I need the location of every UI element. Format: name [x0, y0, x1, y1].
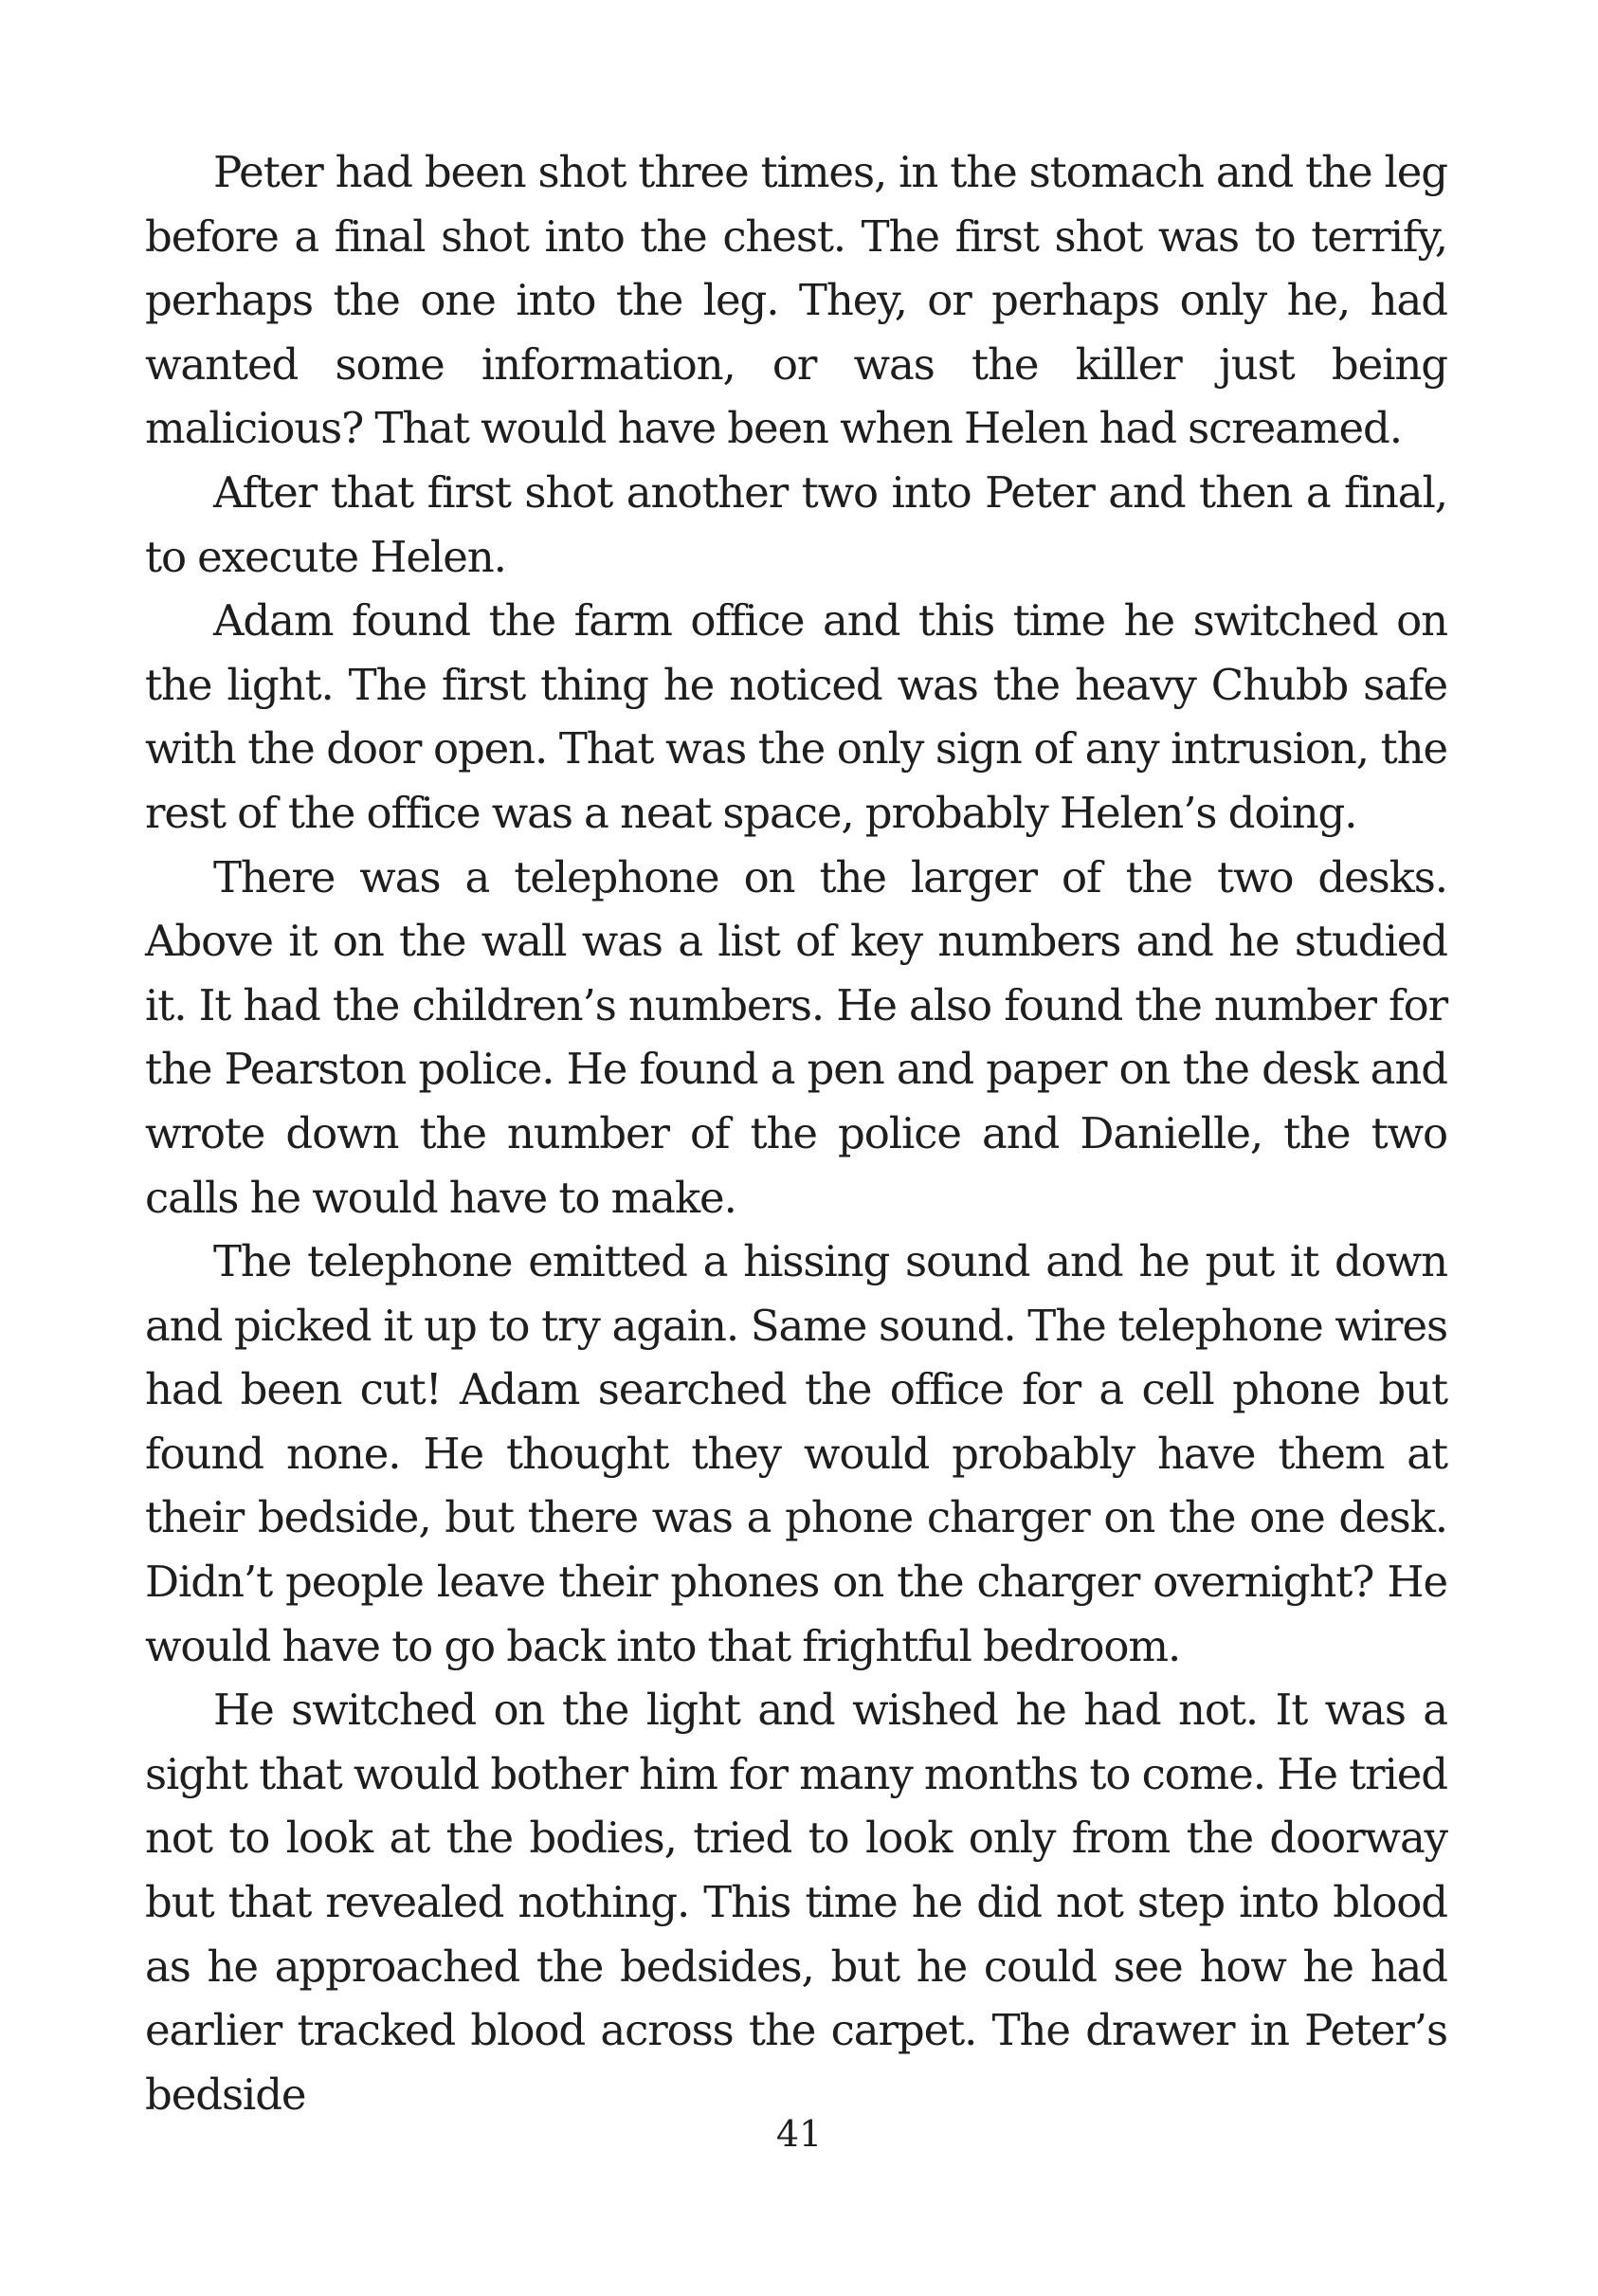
paragraph-2: After that first shot another two into Peter and then a final, to execute Helen.	[145, 466, 1447, 582]
paragraph-4: There was a telephone on the larger of the two desks. Above it on the wall was a list of key numbers and he studied it. It had the children’s numbers. He also found the number for the Pearston police. He found a pen and paper on the desk and wrote down the number of the police and Danielle, the two calls he would have to make.	[145, 851, 1447, 1223]
paragraph-3: Adam found the farm office and this time he switched on the light. The first thing he noticed was the heavy Chubb safe with the door open. That was the only sign of any intrusion, the rest of the office was a neat space, probably Helen’s doing.	[145, 595, 1447, 838]
paragraph-5: The telephone emitted a hissing sound and he put it down and picked it up to try again. Same sound. The telephone wires had been cut! Adam searched the office for a cell phone but found none. He thought they would probably have them at their bedside, but there was a phone charger on the one desk. Didn’t people leave their phones on the charger overnight? He would have to go back into that frightful bedroom.	[145, 1236, 1447, 1671]
body-text	[145, 140, 1447, 2126]
page-number: 41	[775, 2113, 823, 2155]
paragraph-6: He switched on the light and wished he had not. It was a sight that would bother him for many months to come. He tried not to look at the bodies, tried to look only from the doorway but that revealed nothing. This time he did not step into blood as he approached the bedsides, but he could see how he had earlier tracked blood across the carpet. The drawer in Peter’s bedside	[145, 1685, 1447, 2120]
paragraph-1: Peter had been shot three times, in the stomach and the leg before a final shot into the chest. The first shot was to terrify, perhaps the one into the leg. They, or perhaps only he, had wanted some information, or was the killer just being malicious? That would have been when Helen had screamed.	[145, 147, 1447, 454]
